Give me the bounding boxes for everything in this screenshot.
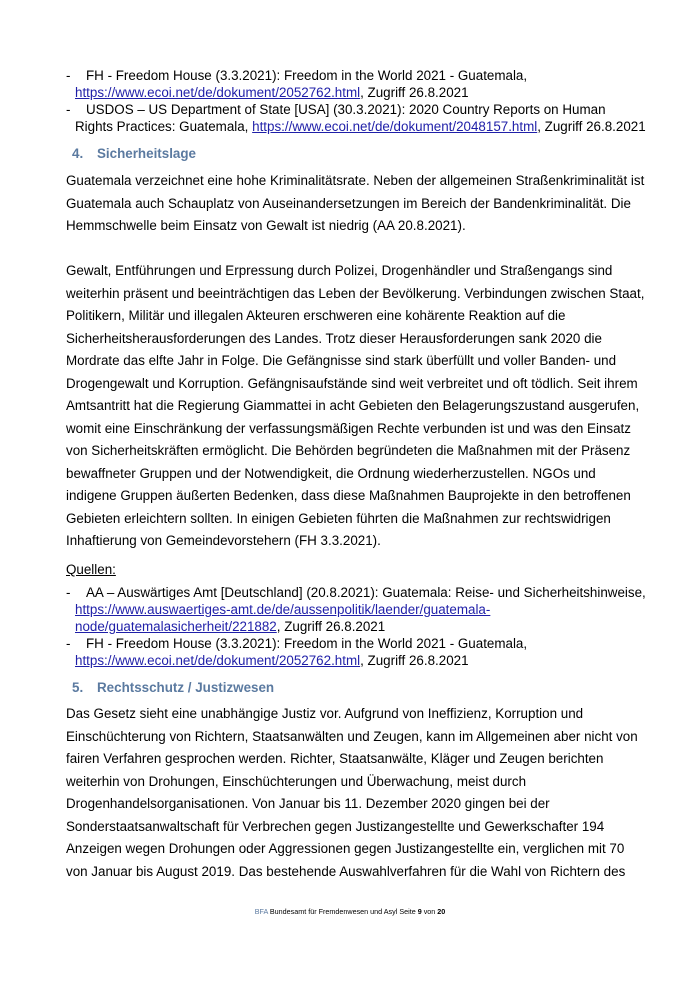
list-item [66,67,646,101]
source-suffix: , Zugriff 26.8.2021 [360,653,469,668]
list-dash: - [66,636,71,651]
list-item [66,635,646,669]
section-number: 4. [72,146,84,161]
section-heading-rechtsschutz [72,680,274,695]
section-number: 5. [72,680,84,695]
paragraph: Gewalt, Entführungen und Erpressung durch Polizei, Drogenhändler und Straßengangs sind weiterhin präsent und beeinträchtigen das Leben der Bevölkerung. Verbindungen zwischen Staat, Politikern, Militär und illegalen Akteuren erschweren eine kohärente Reaktion auf die Sicherheitsherausforderungen des Landes. Trotz dieser Herausforderungen sank 2020 die Mordrate das elfte Jahr in Folge. Die Gefängnisse sind stark überfüllt und voller Banden- und Drogengewalt und Korruption. Gefängnisaufstände sind weit verbreitet und oft tödlich. Seit ihrem Amtsantritt hat die Regierung Giammattei in acht Gebieten den Belagerungszustand ausgerufen, womit eine Einschränkung der verfassungsmäßigen Rechte verbunden ist und was den Einsatz von Sicherheitskräften ermöglicht. Die Behörden begründeten die Maßnahmen mit der Präsenz bewaffneter Gruppen und der Notwendigkeit, die Ordnung wiederherzustellen. NGOs und indigene Gruppen äußerten Bedenken, dass diese Maßnahmen Bauprojekte in den betroffenen Gebieten erleichtern sollten. In einigen Gebieten führten die Maßnahmen zur rechtswidrigen Inhaftierung von Gemeindevorstehern (FH 3.3.2021). [66,263,645,548]
list-dash: - [66,68,71,83]
footer-of: von [423,907,436,916]
section4-sources [66,584,646,669]
top-sources [66,67,646,135]
source-text: AA – Auswärtiges Amt [Deutschland] (20.8.2021): Guatemala: Reise- und Sicherheitshinweise, [86,585,646,600]
list-item [66,101,646,135]
section-title: Sicherheitslage [97,146,196,161]
paragraph: Guatemala verzeichnet eine hohe Kriminalitätsrate. Neben der allgemeinen Straßenkriminalität ist Guatemala auch Schauplatz von Auseinandersetzungen im Bereich der Bandenkriminalität. Die Hemmschwelle beim Einsatz von Gewalt ist niedrig (AA 20.8.2021). [66,173,645,233]
list-dash: - [66,585,71,600]
paragraph: Das Gesetz sieht eine unabhängige Justiz vor. Aufgrund von Ineffizienz, Korruption und Einschüchterung von Richtern, Staatsanwälten und Zeugen, kann im Allgemeinen aber nicht von fairen Verfahren gesprochen werden. Richter, Staatsanwälte, Kläger und Zeugen berichten weiterhin von Drohungen, Einschüchterungen und Überwachung, meist durch Drogenhandelsorganisationen. Von Januar bis 11. Dezember 2020 gingen bei der Sonderstaatsanwaltschaft für Verbrechen gegen Justizangestellte und Gewerkschafter 194 Anzeigen wegen Drohungen oder Aggressionen gegen Justizangestellte ein, verglichen mit 70 von Januar bis August 2019. Das bestehende Auswahlverfahren für die Wahl von Richtern des [66,706,638,879]
source-link[interactable]: https://www.auswaertiges-amt.de/de/aussenpolitik/laender/guatemala-node/guatemalasicherheit/221882 [75,602,491,634]
source-link[interactable]: https://www.ecoi.net/de/dokument/2052762.html [75,85,361,100]
top-source-list [66,67,646,135]
page-footer [0,907,700,916]
source-suffix: , Zugriff 26.8.2021 [276,619,386,634]
section-title: Rechtsschutz / Justizwesen [97,680,275,695]
list-item [66,584,646,635]
footer-page-number: 9 [417,907,422,916]
source-list [66,584,646,669]
footer-text: Bundesamt für Fremdenwesen und Asyl Seite [269,907,416,916]
source-link[interactable]: https://www.ecoi.net/de/dokument/2048157.html [252,119,538,134]
footer-total-pages: 20 [437,907,446,916]
source-text: USDOS – US Department of State [USA] (30.3.2021): 2020 Country Reports on Human Rights Practices: Guatemala, [75,102,606,134]
footer-brand: BFA [254,907,268,916]
section-heading-sicherheitslage [72,146,196,161]
source-text: FH - Freedom House (3.3.2021): Freedom in the World 2021 - Guatemala, [86,68,528,83]
source-suffix: , Zugriff 26.8.2021 [537,119,646,134]
source-text: FH - Freedom House (3.3.2021): Freedom in the World 2021 - Guatemala, [86,636,528,651]
list-dash: - [66,102,71,117]
source-suffix: , Zugriff 26.8.2021 [360,85,469,100]
sources-heading: Quellen: [66,562,116,577]
source-link[interactable]: https://www.ecoi.net/de/dokument/2052762.html [75,653,361,668]
